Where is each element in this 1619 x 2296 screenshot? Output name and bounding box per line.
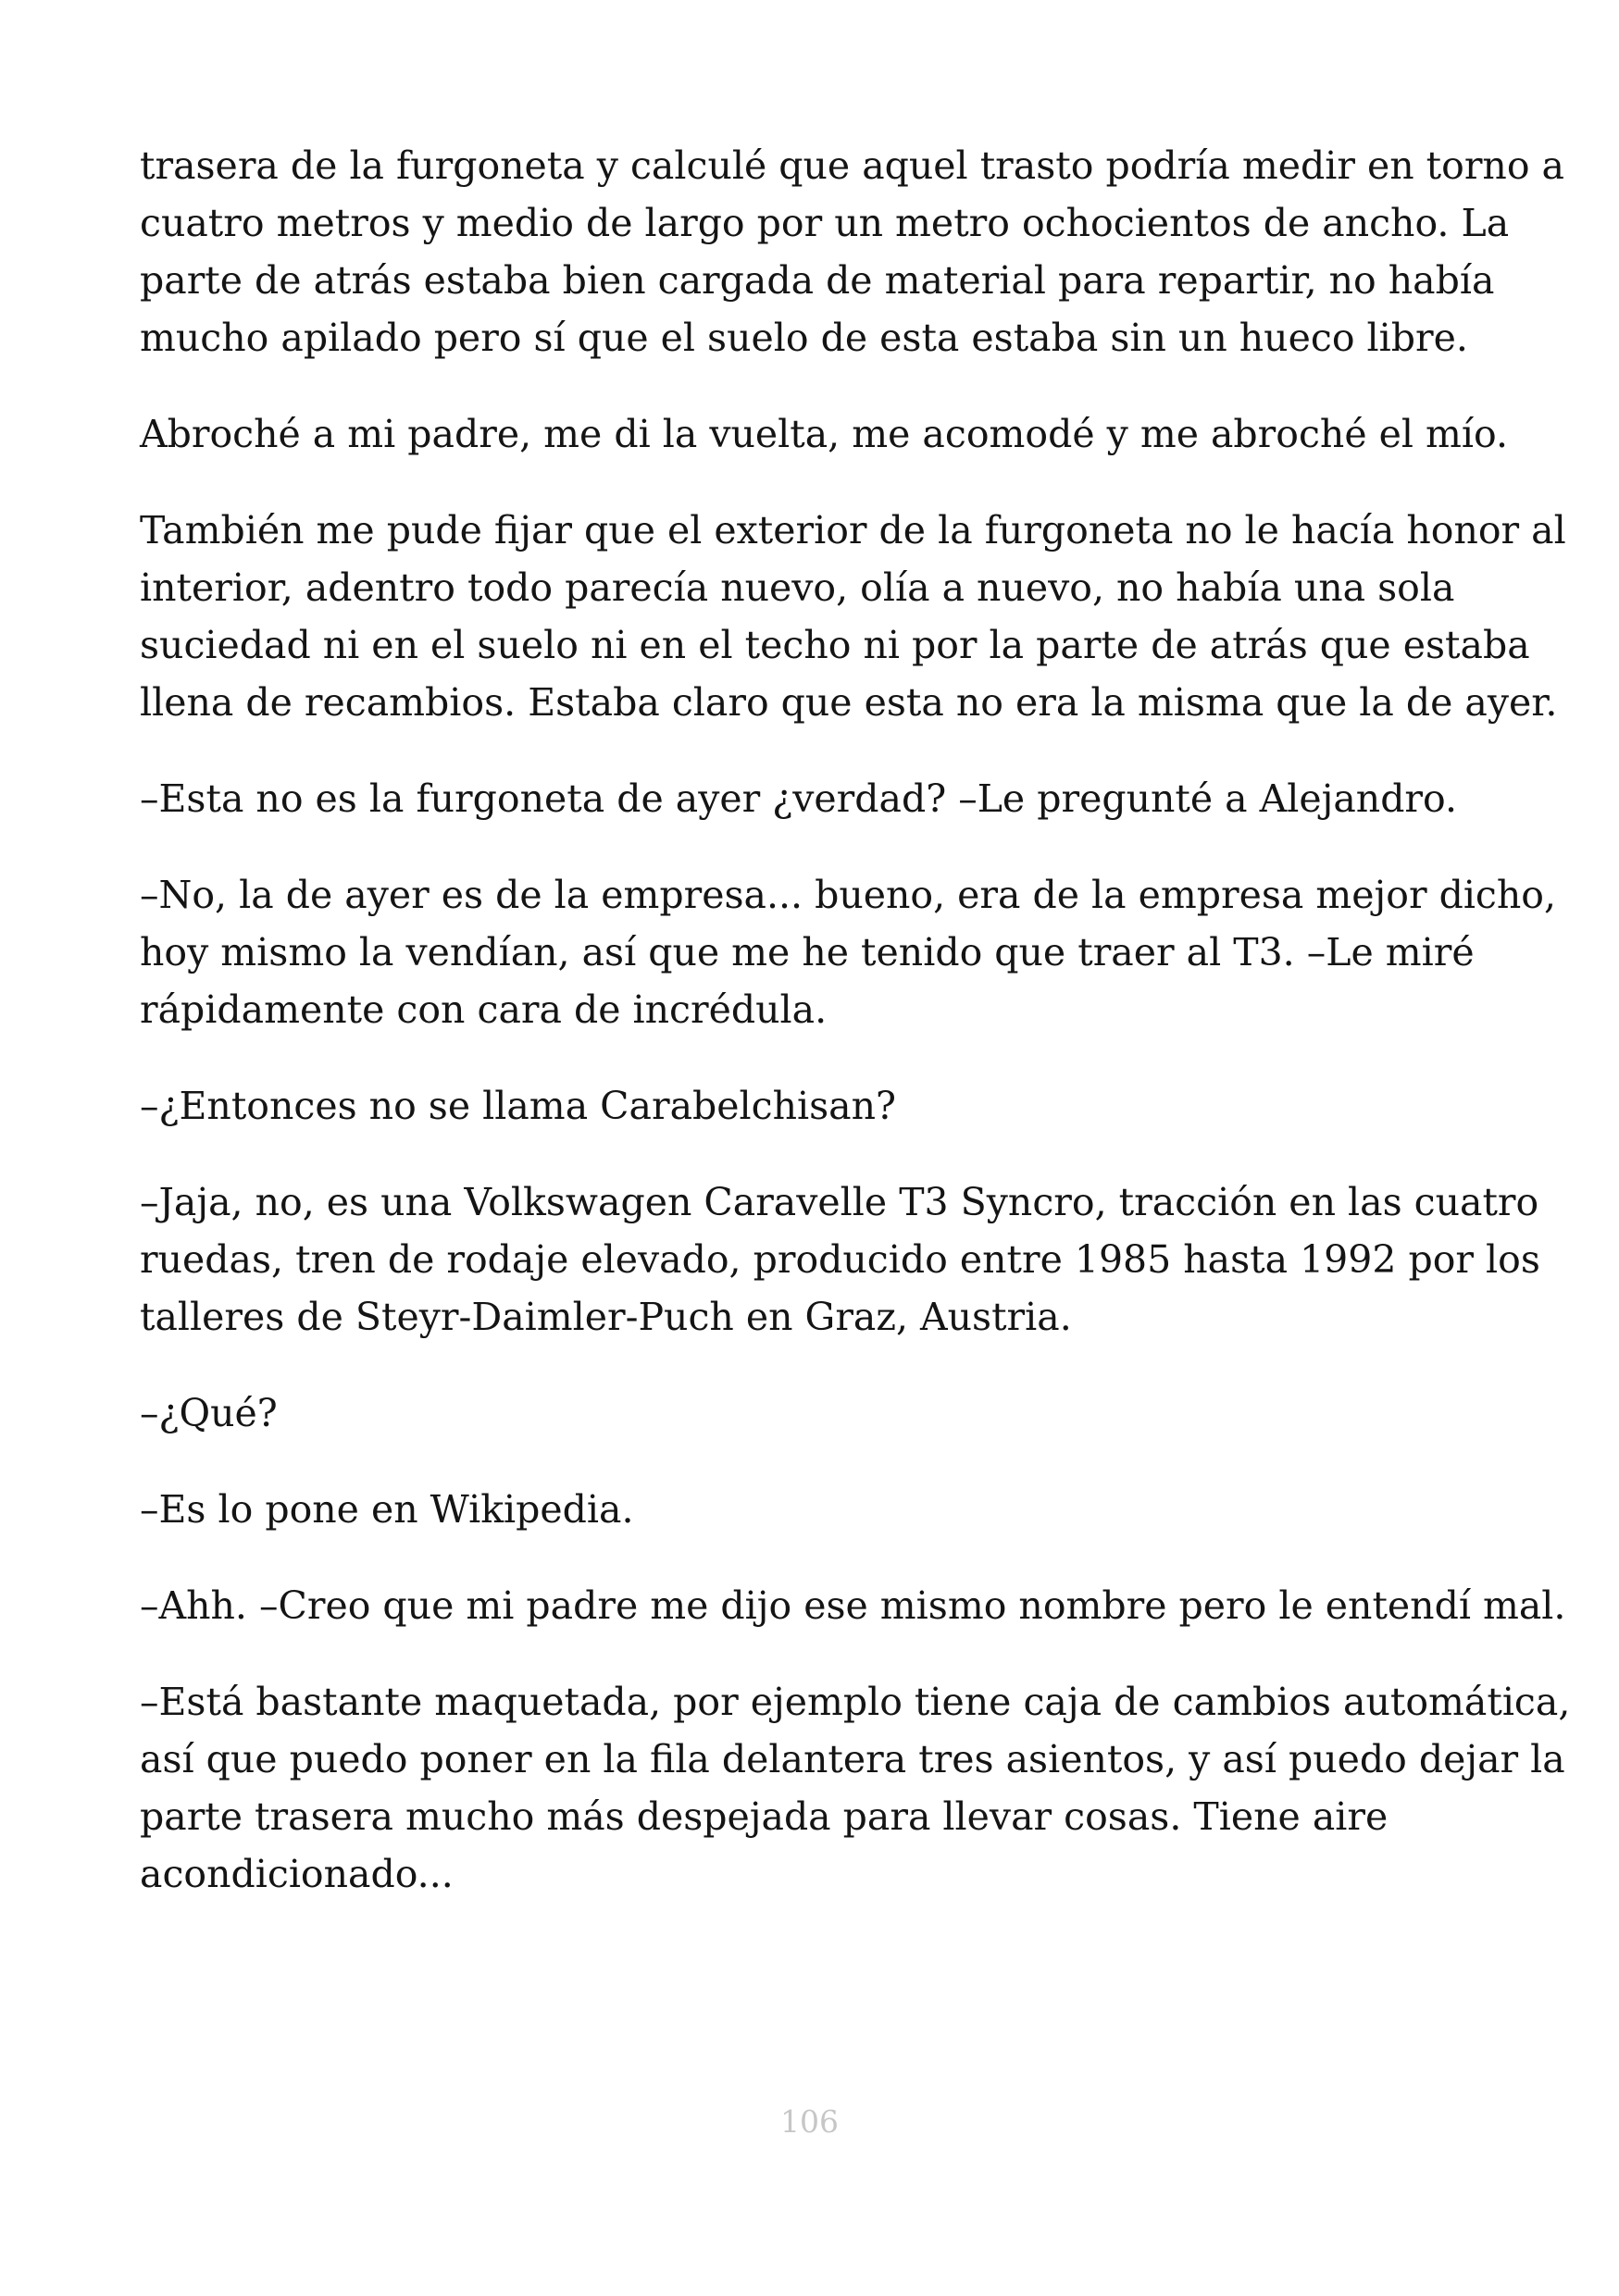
text-line: cuatro metros y medio de largo por un metro ochocientos de ancho. La — [140, 201, 1510, 245]
page-number: 106 — [780, 2104, 839, 2140]
paragraph — [140, 405, 1509, 463]
text-line: –Ahh. –Creo que mi padre me dijo ese mismo nombre pero le entendí mal. — [140, 1583, 1566, 1628]
text-line: –Es lo pone en Wikipedia. — [140, 1487, 634, 1532]
paragraph — [140, 1384, 1491, 1442]
text-line: –No, la de ayer es de la empresa... bueno, era de la empresa mejor dicho, — [140, 873, 1557, 917]
text-line: mucho apilado pero sí que el suelo de esta estaba sin un hueco libre. — [140, 316, 1468, 360]
text-line: –Esta no es la furgoneta de ayer ¿verdad? –Le pregunté a Alejandro. — [140, 776, 1458, 821]
paragraph — [140, 1173, 1540, 1346]
paragraph — [140, 1481, 1491, 1538]
text-line: parte trasera mucho más despejada para llevar cosas. Tiene aire — [140, 1794, 1389, 1839]
text-line: –¿Entonces no se llama Carabelchisan? — [140, 1084, 896, 1128]
text-line: trasera de la furgoneta y calculé que aquel trasto podría medir en torno a — [140, 143, 1564, 188]
paragraph — [140, 866, 1557, 1038]
text-line: También me pude fijar que el exterior de la furgoneta no le hacía honor al — [140, 508, 1566, 552]
text-line: suciedad ni en el suelo ni en el techo ni por la parte de atrás que estaba — [140, 623, 1530, 667]
text-line: acondicionado... — [140, 1852, 454, 1896]
paragraph — [140, 502, 1566, 731]
text-line: así que puedo poner en la fila delantera tres asientos, y así puedo dejar la — [140, 1737, 1565, 1781]
text-line: parte de atrás estaba bien cargada de material para repartir, no había — [140, 258, 1495, 303]
body-text — [140, 137, 1571, 1942]
text-line: –¿Qué? — [140, 1391, 278, 1435]
text-line: interior, adentro todo parecía nuevo, olía a nuevo, no había una sola — [140, 565, 1455, 610]
paragraph — [140, 1077, 1491, 1135]
text-line: ruedas, tren de rodaje elevado, producido entre 1985 hasta 1992 por los — [140, 1237, 1540, 1282]
text-line: Abroché a mi padre, me di la vuelta, me acomodé y me abroché el mío. — [140, 412, 1509, 456]
text-line: –Está bastante maquetada, por ejemplo tiene caja de cambios automática, — [140, 1680, 1571, 1724]
text-line: talleres de Steyr-Daimler-Puch en Graz, Austria. — [140, 1295, 1072, 1339]
paragraph — [140, 137, 1564, 366]
paragraph — [140, 1577, 1566, 1634]
text-line: –Jaja, no, es una Volkswagen Caravelle T3 Syncro, tracción en las cuatro — [140, 1180, 1539, 1224]
text-line: rápidamente con cara de incrédula. — [140, 987, 828, 1032]
text-line: hoy mismo la vendían, así que me he tenido que traer al T3. –Le miré — [140, 930, 1475, 974]
paragraph — [140, 770, 1491, 827]
paragraph — [140, 1673, 1571, 1903]
text-line: llena de recambios. Estaba claro que esta no era la misma que la de ayer. — [140, 680, 1558, 725]
